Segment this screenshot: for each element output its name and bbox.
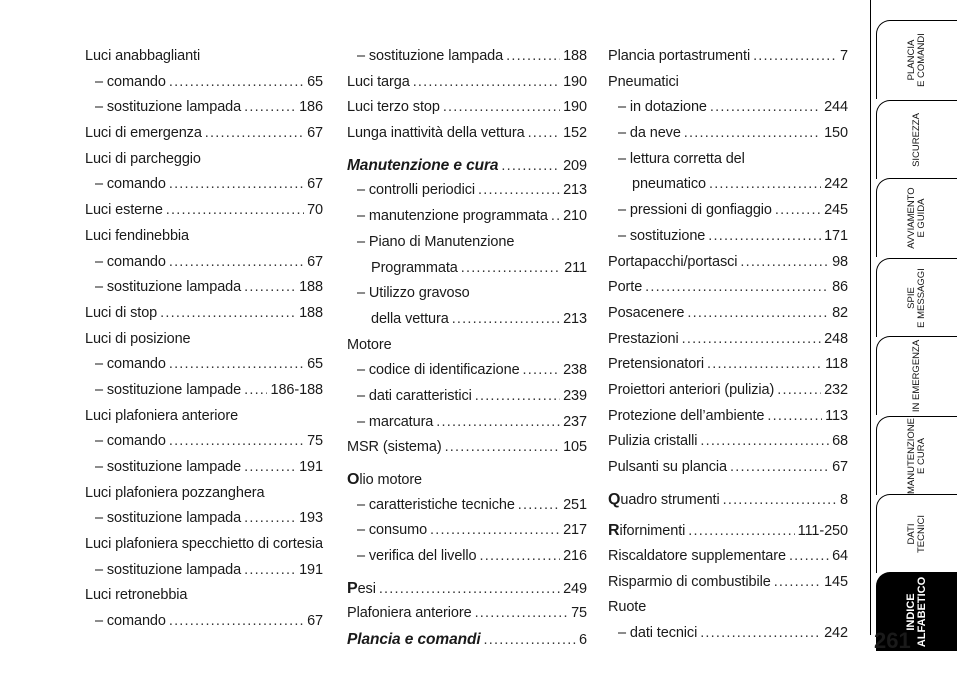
section-tab-label: MANUTENZIONE E CURA: [906, 418, 927, 494]
index-entry-label: Pneumatici: [608, 73, 679, 90]
index-entry-label: – sostituzione lampada: [95, 510, 242, 527]
index-entry: [608, 455, 848, 481]
index-entry: [85, 352, 323, 378]
index-entry-label: – da neve: [618, 125, 681, 142]
index-entry-page: 209: [563, 157, 587, 174]
dot-leader: [445, 435, 561, 461]
index-entry: [347, 307, 587, 333]
dot-leader: [687, 301, 829, 327]
index-entry-label: – codice di identificazione: [357, 362, 520, 379]
index-entry: [347, 178, 587, 204]
dot-leader: [506, 44, 560, 70]
dot-leader: [436, 410, 560, 436]
index-entry-label: Programmata: [371, 259, 458, 276]
dot-leader: [244, 558, 296, 584]
dot-leader: [684, 121, 821, 147]
index-entry: [347, 601, 587, 627]
section-tab[interactable]: [876, 494, 957, 573]
index-entry-page: 249: [563, 580, 587, 597]
index-entry-label: Risparmio di combustibile: [608, 573, 771, 590]
dot-leader: [244, 95, 296, 121]
index-entry: [85, 95, 323, 121]
index-entry: [347, 435, 587, 461]
index-column-3: [608, 44, 848, 647]
index-entry-page: 245: [824, 202, 848, 219]
index-entry-page: 188: [563, 48, 587, 64]
index-entry-page: 248: [824, 330, 848, 347]
index-entry-label: Plancia portastrumenti: [608, 48, 751, 64]
index-letter-initial: R: [608, 522, 620, 540]
index-entry-label: [347, 576, 376, 603]
index-entry-page: 8: [840, 491, 848, 508]
index-entry-page: 190: [563, 99, 587, 116]
dot-leader: [523, 358, 561, 384]
dot-leader: [169, 352, 304, 378]
index-entry: [347, 256, 587, 282]
index-entry-label: – manutenzione programmata: [357, 208, 548, 225]
index-entry-page: 211: [564, 259, 587, 276]
index-entry: [347, 467, 587, 493]
dot-leader: [774, 570, 821, 596]
index-entry-page: 113: [825, 407, 848, 424]
index-entry: [347, 95, 587, 121]
dot-leader: [700, 429, 829, 455]
index-entry-label: Protezione dell’ambiente: [608, 407, 765, 424]
index-entry-label: – in dotazione: [618, 99, 707, 116]
index-entry: [347, 384, 587, 410]
index-entry-label: Plancia e comandi: [347, 631, 481, 649]
index-entry-label: – sostituzione lampade: [95, 381, 242, 398]
index-entry-label: Portapacchi/portasci: [608, 253, 738, 270]
index-entry-text: uadro strumenti: [620, 491, 720, 508]
index-entry-page: 186-188: [270, 381, 323, 398]
dot-leader: [700, 621, 821, 647]
dot-leader: [484, 628, 576, 654]
dot-leader: [452, 307, 560, 333]
index-entry-label: Luci plafoniera pozzanghera: [85, 484, 265, 501]
index-entry-page: 75: [571, 605, 587, 622]
index-entry-label: – Utilizzo gravoso: [357, 285, 470, 302]
index-entry-label: Luci anabbaglianti: [85, 48, 201, 64]
dot-leader: [413, 70, 560, 96]
index-entry: [608, 224, 848, 250]
section-tab[interactable]: [876, 416, 957, 495]
index-entry-page: 150: [824, 125, 848, 142]
index-entry-page: 68: [832, 433, 848, 450]
index-entry: [608, 44, 848, 70]
section-tab[interactable]: [876, 20, 957, 99]
index-entry: [85, 44, 323, 70]
index-entry-label: Plafoniera anteriore: [347, 605, 472, 622]
index-entry-label: Luci di stop: [85, 304, 158, 321]
section-tab-label: AVVIAMENTO E GUIDA: [906, 187, 927, 249]
index-entry: [608, 250, 848, 276]
index-column-1: [85, 44, 323, 635]
index-entry-page: 191: [299, 561, 323, 578]
index-entry: [608, 70, 848, 96]
section-tab[interactable]: [876, 178, 957, 257]
section-tab-label: SPIE E MESSAGGI: [906, 268, 927, 328]
dot-leader: [480, 544, 561, 570]
section-tab[interactable]: [876, 336, 957, 415]
index-entry-page: 217: [563, 522, 587, 539]
index-entry-page: 190: [563, 73, 587, 90]
index-entry-label: [347, 467, 422, 494]
dot-leader: [169, 609, 304, 635]
index-entry-page: 232: [824, 381, 848, 398]
index-entry-label: [608, 518, 685, 545]
dot-leader: [551, 204, 560, 230]
index-entry-page: 67: [307, 125, 323, 142]
index-entry-label: [608, 487, 720, 514]
index-entry: [85, 481, 323, 507]
index-entry-page: 67: [307, 613, 323, 630]
index-entry-label: – comando: [95, 613, 166, 630]
dot-leader: [518, 493, 560, 519]
index-entry-label: Riscaldatore supplementare: [608, 548, 786, 565]
index-entry-page: 67: [307, 176, 323, 193]
sidebar-divider: [870, 0, 871, 635]
index-entry-label: – verifica del livello: [357, 548, 477, 565]
dot-leader: [169, 429, 304, 455]
page-number: 261: [874, 628, 911, 653]
index-entry: [347, 153, 587, 179]
index-entry-label: – comando: [95, 73, 166, 90]
index-entry-label: – marcatura: [357, 413, 434, 430]
index-entry-label: – comando: [95, 433, 166, 450]
index-entry-page: 244: [824, 99, 848, 116]
section-tab-label: SICUREZZA: [911, 113, 922, 167]
index-entry-label: Proiettori anteriori (pulizia): [608, 381, 775, 398]
index-entry: [608, 275, 848, 301]
index-entry-page: 70: [307, 202, 323, 219]
index-entry-label: Luci retronebbia: [85, 587, 188, 604]
index-entry: [608, 378, 848, 404]
index-entry-page: 239: [563, 387, 587, 404]
index-letter-initial: Q: [608, 490, 621, 508]
index-entry-label: Luci plafoniera specchietto di cortesia: [85, 536, 323, 553]
index-entry: [85, 172, 323, 198]
index-entry-page: 213: [563, 182, 587, 199]
dot-leader: [501, 154, 560, 180]
index-entry-label: – dati caratteristici: [357, 387, 472, 404]
dot-leader: [709, 172, 821, 198]
index-entry: [608, 570, 848, 596]
dot-leader: [244, 455, 296, 481]
index-entry: [85, 506, 323, 532]
index-entry: [608, 518, 848, 544]
index-entry: [85, 327, 323, 353]
index-entry: [85, 224, 323, 250]
index-entry-label: Luci esterne: [85, 202, 163, 219]
index-entry: [608, 595, 848, 621]
dot-leader: [244, 378, 267, 404]
index-entry-label: – comando: [95, 253, 166, 270]
index-entry: [347, 204, 587, 230]
dot-leader: [723, 488, 837, 514]
index-entry-page: 6: [579, 632, 587, 649]
dot-leader: [528, 121, 561, 147]
index-entry-page: 98: [832, 253, 848, 270]
index-entry-page: 237: [563, 413, 587, 430]
dot-leader: [244, 506, 296, 532]
index-entry-text: lio motore: [359, 472, 423, 488]
index-entry: [608, 621, 848, 647]
index-entry: [608, 147, 848, 173]
index-entry-label: Luci fendinebbia: [85, 227, 190, 244]
index-entry: [608, 172, 848, 198]
index-entry-label: – lettura corretta del: [618, 150, 745, 167]
index-entry-label: – sostituzione lampada: [95, 561, 242, 578]
index-entry-label: Luci targa: [347, 73, 410, 90]
index-entry-page: 64: [832, 548, 848, 565]
index-entry: [608, 487, 848, 513]
index-entry-label: – comando: [95, 176, 166, 193]
index-entry-label: – sostituzione lampada: [357, 48, 504, 64]
dot-leader: [775, 198, 821, 224]
index-entry-page: 238: [563, 362, 587, 379]
index-entry: [347, 518, 587, 544]
index-entry: [347, 281, 587, 307]
index-entry-page: 216: [563, 548, 587, 565]
dot-leader: [710, 95, 821, 121]
index-letter-initial: O: [347, 471, 360, 488]
index-entry-label: – pressioni di gonfiaggio: [618, 202, 772, 219]
index-entry: [608, 352, 848, 378]
dot-leader: [461, 256, 561, 282]
index-entry: [347, 230, 587, 256]
index-entry: [347, 121, 587, 147]
index-entry-label: – sostituzione lampade: [95, 459, 242, 475]
index-entry-page: 186: [299, 99, 323, 116]
dot-leader: [169, 172, 304, 198]
index-entry-page: 213: [563, 310, 587, 327]
index-entry: [347, 333, 587, 359]
index-entry-page: 188: [299, 279, 323, 296]
index-entry-text: esi: [357, 580, 376, 597]
index-entry: [608, 95, 848, 121]
index-entry-label: Luci terzo stop: [347, 99, 440, 116]
index-entry-label: Pulsanti su plancia: [608, 459, 728, 475]
index-entry-label: Motore: [347, 336, 392, 353]
index-entry-page: 82: [832, 304, 848, 321]
index-entry-page: 242: [824, 625, 848, 642]
index-entry-label: pneumatico: [632, 176, 706, 193]
index-entry-label: MSR (sistema): [347, 439, 442, 456]
dot-leader: [244, 275, 296, 301]
index-entry-label: – comando: [95, 356, 166, 373]
dot-leader: [160, 301, 296, 327]
dot-leader: [645, 275, 829, 301]
index-entry-label: – sostituzione lampada: [95, 99, 242, 116]
dot-leader: [730, 455, 829, 481]
dot-leader: [707, 352, 822, 378]
dot-leader: [753, 44, 837, 70]
index-entry: [608, 198, 848, 224]
index-entry: [608, 404, 848, 430]
index-entry-page: 145: [824, 573, 848, 590]
index-entry-label: Ruote: [608, 599, 647, 616]
section-sidebar: [870, 0, 960, 692]
index-entry: [85, 532, 323, 558]
dot-leader: [169, 250, 304, 276]
index-entry-label: della vettura: [371, 310, 449, 327]
index-entry-label: – dati tecnici: [618, 625, 698, 642]
index-entry-label: – sostituzione lampada: [95, 279, 242, 296]
index-entry: [608, 429, 848, 455]
index-entry-label: Pretensionatori: [608, 356, 705, 373]
index-entry-label: Lunga inattività della vettura: [347, 125, 525, 142]
index-entry-page: 65: [307, 73, 323, 90]
index-entry-page: 105: [563, 439, 587, 456]
index-entry-page: 242: [824, 176, 848, 193]
section-tab-label: INDICE ALFABETICO: [905, 576, 928, 648]
index-entry-label: Luci di emergenza: [85, 125, 202, 142]
section-tab-label: IN EMERGENZA: [911, 339, 922, 413]
index-entry: [85, 404, 323, 430]
index-entry-label: Pulizia cristalli: [608, 433, 698, 450]
index-entry-label: Luci plafoniera anteriore: [85, 407, 239, 424]
index-entry: [347, 70, 587, 96]
dot-leader: [205, 121, 304, 147]
index-entry-page: 75: [307, 433, 323, 450]
dot-leader: [789, 544, 829, 570]
index-entry-label: Prestazioni: [608, 330, 679, 347]
index-entry-label: Porte: [608, 279, 643, 296]
dot-leader: [740, 250, 829, 276]
index-entry-label: Luci di posizione: [85, 330, 191, 347]
index-entry: [85, 70, 323, 96]
index-entry-page: 251: [563, 496, 587, 513]
index-entry: [347, 576, 587, 602]
dot-leader: [682, 327, 821, 353]
index-entry-label: – caratteristiche tecniche: [357, 496, 515, 513]
index-entry-label: Posacenere: [608, 304, 685, 321]
index-entry-page: 65: [307, 356, 323, 373]
index-entry-label: – sostituzione: [618, 227, 706, 244]
index-entry-page: 188: [299, 304, 323, 321]
index-entry-page: 191: [299, 459, 323, 475]
index-entry-page: 86: [832, 279, 848, 296]
index-entry-label: – Piano di Manutenzione: [357, 233, 515, 250]
index-entry-text: ifornimenti: [619, 523, 686, 540]
dot-leader: [379, 577, 560, 603]
dot-leader: [478, 178, 560, 204]
index-entry-page: 7: [840, 48, 848, 64]
index-entry: [347, 44, 587, 70]
index-entry-label: – consumo: [357, 522, 428, 539]
section-tab[interactable]: [876, 100, 957, 179]
dot-leader: [475, 601, 569, 627]
dot-leader: [475, 384, 560, 410]
index-entry: [85, 275, 323, 301]
index-entry: [85, 301, 323, 327]
dot-leader: [767, 404, 822, 430]
index-entry: [608, 121, 848, 147]
index-entry: [608, 327, 848, 353]
index-entry: [347, 410, 587, 436]
index-entry: [85, 609, 323, 635]
section-tab-label: DATI TECNICI: [906, 515, 927, 553]
dot-leader: [166, 198, 304, 224]
index-entry: [347, 493, 587, 519]
index-entry: [347, 544, 587, 570]
index-entry-page: 118: [825, 356, 848, 373]
index-entry: [85, 121, 323, 147]
dot-leader: [443, 95, 560, 121]
index-entry: [85, 250, 323, 276]
index-column-2: [347, 44, 587, 653]
index-entry: [347, 627, 587, 653]
index-entry-page: 171: [824, 227, 848, 244]
index-entry-label: Luci di parcheggio: [85, 150, 201, 167]
index-entry: [347, 358, 587, 384]
dot-leader: [688, 519, 794, 545]
section-tab-label: PLANCIA E COMANDI: [906, 33, 927, 87]
dot-leader: [430, 518, 560, 544]
dot-leader: [777, 378, 821, 404]
dot-leader: [708, 224, 821, 250]
index-entry: [85, 558, 323, 584]
index-letter-initial: P: [347, 579, 358, 597]
index-entry-label: Manutenzione e cura: [347, 156, 499, 174]
index-entry: [85, 429, 323, 455]
index-entry-page: 111-250: [797, 523, 848, 540]
index-entry: [608, 544, 848, 570]
index-entry: [85, 147, 323, 173]
dot-leader: [169, 70, 304, 96]
index-entry: [608, 301, 848, 327]
index-entry-page: 193: [299, 510, 323, 527]
index-entry: [85, 378, 323, 404]
section-tab[interactable]: [876, 258, 957, 337]
index-entry: [85, 583, 323, 609]
index-entry-page: 210: [563, 208, 587, 225]
index-entry-page: 67: [307, 253, 323, 270]
index-entry-label: – controlli periodici: [357, 182, 475, 199]
index-entry-page: 67: [832, 459, 848, 475]
index-entry-page: 152: [563, 125, 587, 142]
index-entry: [85, 198, 323, 224]
index-entry: [85, 455, 323, 481]
